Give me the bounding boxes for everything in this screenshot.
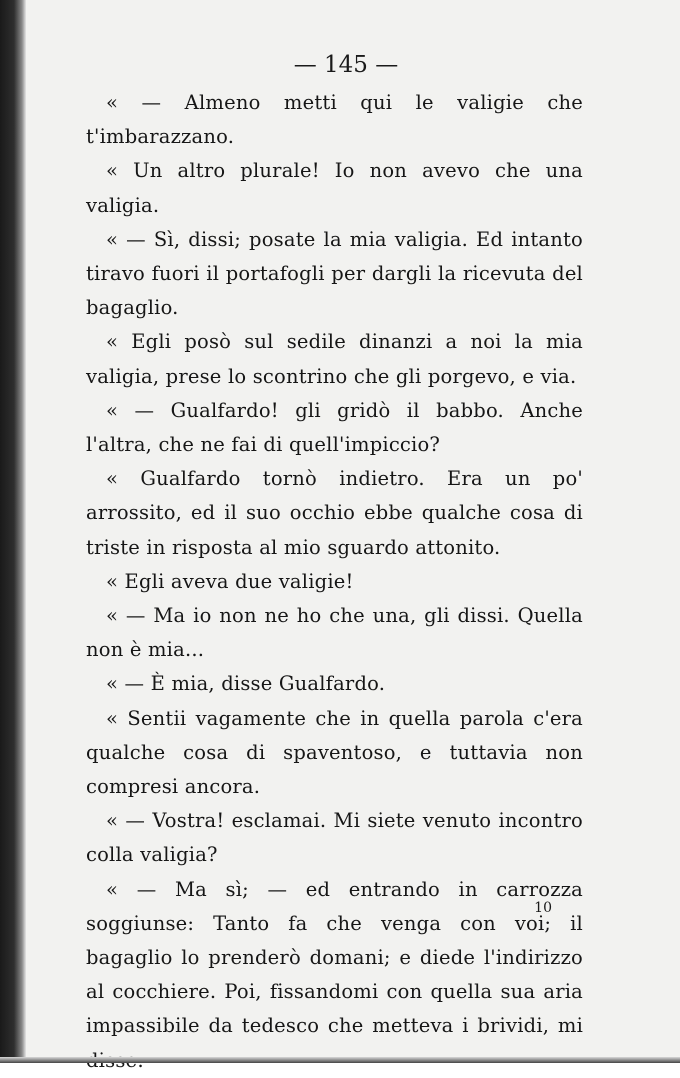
paragraph: « — È mia, disse Gualfardo. — [106, 672, 386, 696]
paragraph: « — Ma sì; — ed entrando in carrozza soggiunse: Tanto fa che venga con voi; il bagaglio lo prenderò domani; e diede l'indirizzo al cocchiere. Poi, fissandomi con quella sua aria impassibile da tedesco che metteva i brividi, mi — [86, 877, 583, 1038]
signature-mark: 10 — [534, 900, 552, 916]
page-bottom-edge — [0, 1057, 680, 1063]
paragraph: « — Sì, dissi; posate la mia valigia. Ed intanto tiravo fuori il portafogli per dargli la ricevuta del bagaglio. — [86, 227, 583, 320]
book-binding-edge — [0, 0, 26, 1063]
paragraph: « — Almeno metti qui le valigie che t'imbarazzano. — [86, 91, 583, 149]
book-page — [26, 0, 680, 1057]
paragraph: « Sentii vagamente che in quella parola c'era qualche cosa di spaventoso, e tuttavia non compresi ancora. — [86, 706, 583, 799]
paragraph: « Egli aveva due valigie! — [106, 569, 354, 593]
page-body — [86, 86, 583, 1078]
paragraph: « Egli posò sul sedile dinanzi a noi la mia valigia, prese lo scontrino che gli porgevo, e via. — [86, 330, 583, 388]
page-number: — 145 — — [293, 52, 399, 78]
paragraph: « — Gualfardo! gli gridò il babbo. Anche l'altra, che ne fai di quell'impiccio? — [86, 398, 583, 457]
paragraph: « — Ma io non ne ho che una, gli dissi. Quella non è mia... — [86, 604, 583, 662]
paragraph: « Gualfardo tornò indietro. Era un po' arrossito, ed il suo occhio ebbe qualche cosa di triste in risposta al mio sguardo attonito. — [86, 467, 583, 559]
paragraph: « — Vostra! esclamai. Mi siete venuto incontro colla valigia? — [86, 809, 583, 867]
paragraph: « Un altro plurale! Io non avevo che una valigia. — [86, 159, 583, 217]
